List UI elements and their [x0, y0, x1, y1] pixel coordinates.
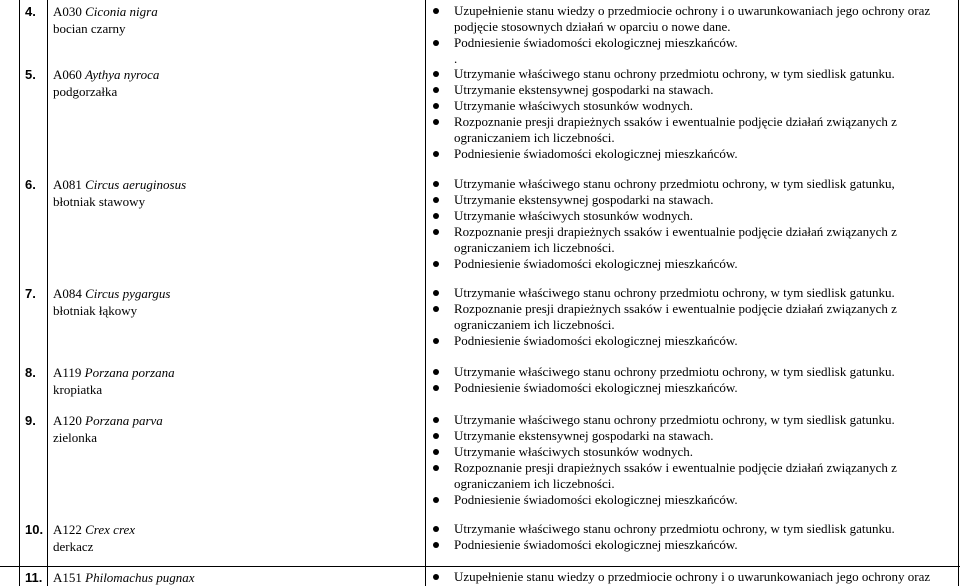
list-item: Utrzymanie właściwych stosunków wodnych. [433, 444, 958, 460]
list-item: Utrzymanie właściwego stanu ochrony przedmiotu ochrony, w tym siedlisk gatunku. [433, 412, 958, 428]
list-item: Utrzymanie właściwych stosunków wodnych. [433, 98, 958, 114]
measures-list [433, 412, 958, 508]
bullet-icon [433, 213, 439, 219]
table-border-left [19, 0, 20, 586]
list-item: Podniesienie świadomości ekologicznej mieszkańców. [433, 146, 958, 162]
measures-list [433, 3, 958, 67]
list-item: Utrzymanie ekstensywnej gospodarki na stawach. [433, 192, 958, 208]
species-latin-name: Circus aeruginosus [85, 177, 187, 192]
bullet-icon [433, 433, 439, 439]
list-item: Podniesienie świadomości ekologicznej mieszkańców. [433, 333, 958, 349]
bullet-icon [433, 119, 439, 125]
bullet-icon [433, 181, 439, 187]
measures-list [433, 285, 958, 349]
species-latin-name: Porzana parva [85, 413, 163, 428]
list-item: Utrzymanie właściwego stanu ochrony przedmiotu ochrony, w tym siedlisk gatunku. [433, 285, 958, 301]
list-item: Podniesienie świadomości ekologicznej mieszkańców. [433, 380, 958, 396]
species-cell [53, 412, 233, 446]
bullet-icon [433, 306, 439, 312]
list-item: Utrzymanie właściwego stanu ochrony przedmiotu ochrony, w tym siedlisk gatunku. [433, 66, 958, 82]
bullet-icon [433, 417, 439, 423]
species-polish-name: podgorzałka [53, 84, 118, 99]
species-cell [53, 364, 233, 398]
species-code: A081 [53, 177, 82, 192]
species-code: A119 [53, 365, 82, 380]
table-border-right [958, 0, 959, 586]
bullet-icon [433, 261, 439, 267]
species-polish-name: bocian czarny [53, 21, 126, 36]
row-number: 4. [25, 4, 36, 19]
species-latin-name: Philomachus pugnax [85, 570, 195, 585]
list-item: Rozpoznanie presji drapieżnych ssaków i ewentualnie podjęcie działań związanych z ograniczaniem ich liczebności. [433, 114, 958, 146]
bullet-icon [433, 8, 439, 14]
species-code: A030 [53, 4, 82, 19]
list-item: Podniesienie świadomości ekologicznej mieszkańców. [433, 537, 958, 553]
bullet-icon [433, 369, 439, 375]
species-cell [53, 521, 233, 555]
list-item: Utrzymanie właściwego stanu ochrony przedmiotu ochrony, w tym siedlisk gatunku. [433, 521, 958, 537]
row-divider [0, 566, 960, 567]
species-polish-name: zielonka [53, 430, 98, 445]
bullet-icon [433, 465, 439, 471]
bullet-icon [433, 229, 439, 235]
species-cell [53, 66, 233, 100]
bullet-icon [433, 71, 439, 77]
bullet-icon [433, 338, 439, 344]
bullet-icon [433, 385, 439, 391]
row-number: 7. [25, 286, 36, 301]
row-number: 6. [25, 177, 36, 192]
species-cell [53, 176, 233, 210]
measures-list [433, 66, 958, 162]
bullet-icon [433, 497, 439, 503]
bullet-icon [433, 574, 439, 580]
species-cell [53, 3, 233, 37]
list-item: Utrzymanie ekstensywnej gospodarki na stawach. [433, 82, 958, 98]
list-item: Rozpoznanie presji drapieżnych ssaków i ewentualnie podjęcie działań związanych z ograniczaniem ich liczebności. [433, 460, 958, 492]
bullet-icon [433, 197, 439, 203]
column-divider-number [47, 0, 48, 586]
bullet-icon [433, 449, 439, 455]
species-latin-name: Crex crex [85, 522, 136, 537]
list-item: Utrzymanie właściwych stosunków wodnych. [433, 208, 958, 224]
list-item: Utrzymanie właściwego stanu ochrony przedmiotu ochrony, w tym siedlisk gatunku, [433, 176, 958, 192]
row-number: 11. [25, 570, 43, 585]
species-cell [53, 285, 233, 319]
list-item: Podniesienie świadomości ekologicznej mieszkańców. [433, 492, 958, 508]
list-item: Podniesienie świadomości ekologicznej mieszkańców. [433, 35, 958, 51]
measures-list [433, 364, 958, 396]
species-polish-name: derkacz [53, 539, 94, 554]
bullet-icon [433, 87, 439, 93]
list-item: Rozpoznanie presji drapieżnych ssaków i ewentualnie podjęcie działań związanych z ograniczaniem ich liczebności. [433, 301, 958, 333]
species-latin-name: Circus pygargus [85, 286, 171, 301]
row-number: 5. [25, 67, 36, 82]
bullet-icon [433, 103, 439, 109]
species-latin-name: Ciconia nigra [85, 4, 158, 19]
row-number: 9. [25, 413, 36, 428]
list-item: Utrzymanie ekstensywnej gospodarki na stawach. [433, 428, 958, 444]
list-item: Uzupełnienie stanu wiedzy o przedmiocie ochrony i o uwarunkowaniach jego ochrony oraz podjęcie stosownych działań w oparciu o nowe dane. [433, 3, 958, 35]
list-item: Rozpoznanie presji drapieżnych ssaków i ewentualnie podjęcie działań związanych z ograniczaniem ich liczebności. [433, 224, 958, 256]
list-item: Uzupełnienie stanu wiedzy o przedmiocie ochrony i o uwarunkowaniach jego ochrony oraz [433, 569, 958, 585]
measures-list [433, 569, 958, 585]
bullet-icon [433, 542, 439, 548]
list-item: . [454, 51, 458, 66]
row-number: 8. [25, 365, 36, 380]
list-item: Podniesienie świadomości ekologicznej mieszkańców. [433, 256, 958, 272]
species-code: A120 [53, 413, 82, 428]
column-divider-measures [425, 0, 426, 586]
bullet-icon [433, 151, 439, 157]
species-code: A122 [53, 522, 82, 537]
bullet-icon [433, 290, 439, 296]
row-number: 10. [25, 522, 44, 537]
species-polish-name: kropiatka [53, 382, 103, 397]
species-cell [53, 569, 233, 586]
species-polish-name: błotniak łąkowy [53, 303, 138, 318]
measures-list [433, 521, 958, 553]
species-code: A084 [53, 286, 82, 301]
bullet-icon [433, 526, 439, 532]
species-latin-name: Aythya nyroca [85, 67, 160, 82]
bullet-icon [433, 40, 439, 46]
species-code: A060 [53, 67, 82, 82]
measures-list [433, 176, 958, 272]
list-item: Utrzymanie właściwego stanu ochrony przedmiotu ochrony, w tym siedlisk gatunku. [433, 364, 958, 380]
species-latin-name: Porzana porzana [84, 365, 175, 380]
species-code: A151 [53, 570, 82, 585]
species-polish-name: błotniak stawowy [53, 194, 146, 209]
